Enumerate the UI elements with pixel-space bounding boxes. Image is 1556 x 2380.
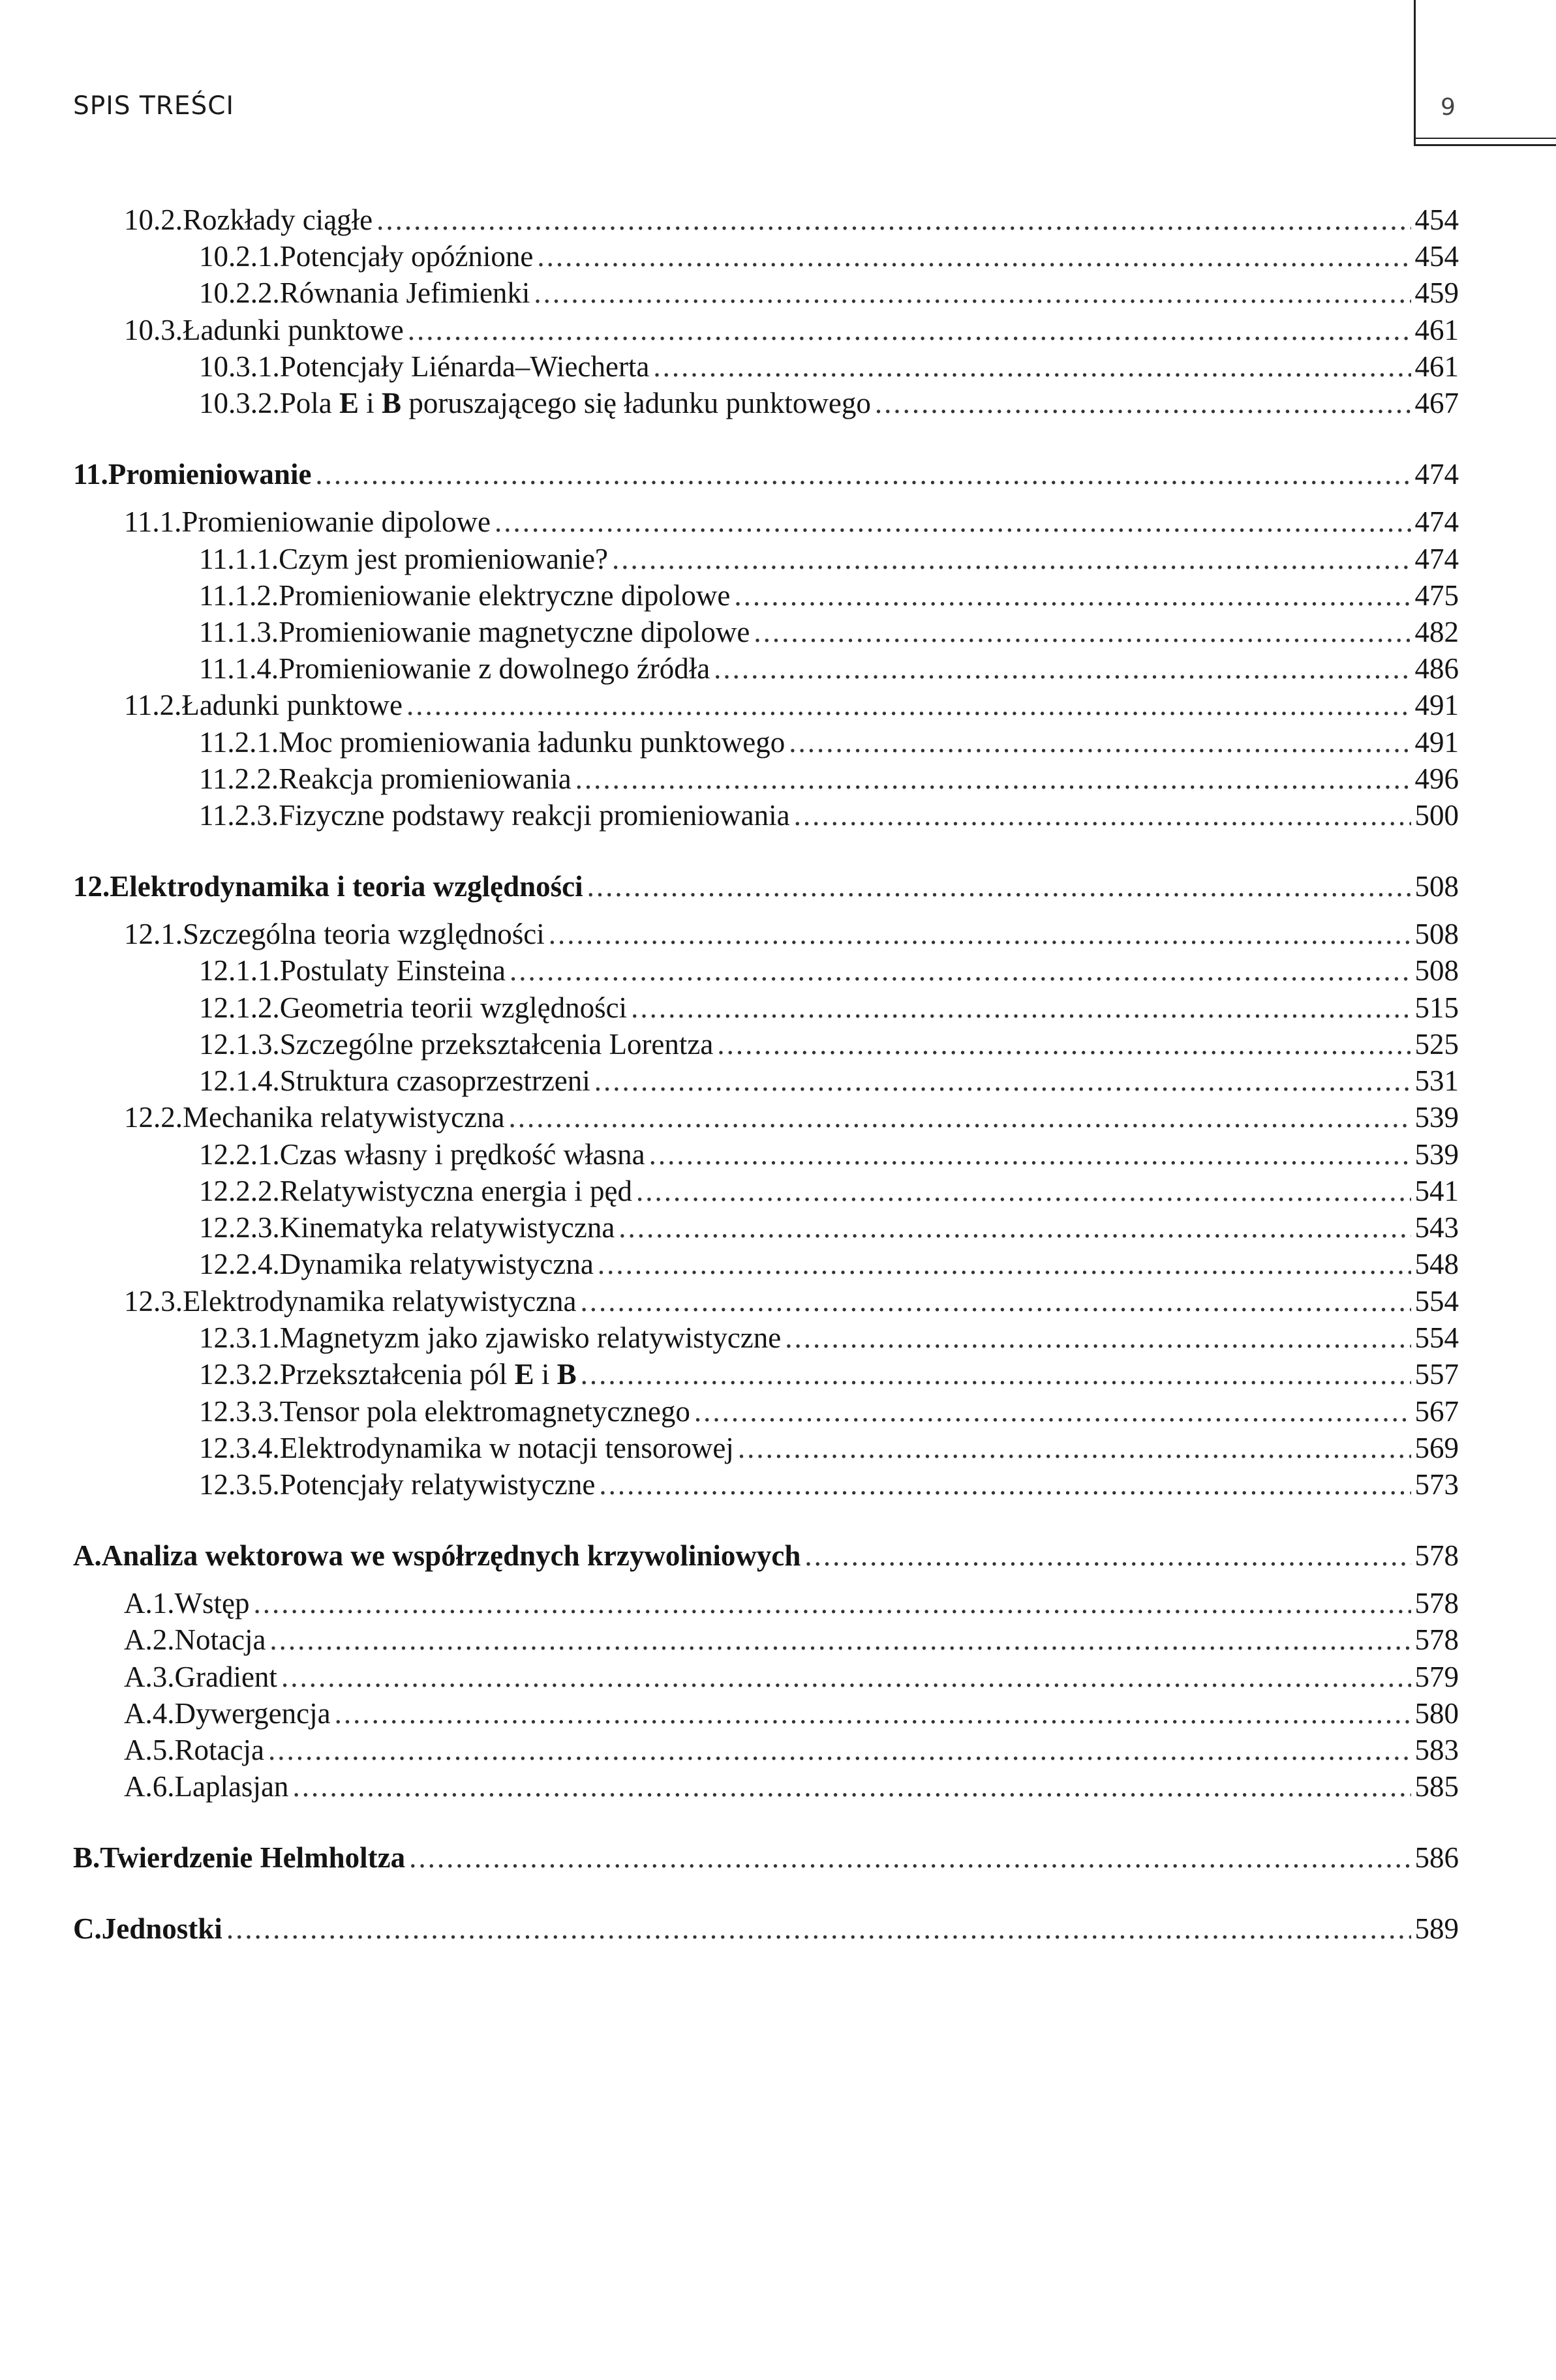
dot-leader [292, 1768, 1411, 1805]
entry-title: Potencjały Liénarda–Wiecherta [279, 350, 650, 383]
dot-leader [281, 1659, 1411, 1695]
entry-number: 12.2.4. [199, 1248, 280, 1280]
entry-title: Elektrodynamika relatywistyczna [183, 1285, 577, 1318]
toc-chapter[interactable] [73, 868, 1459, 905]
entry-page: 578 [1414, 1587, 1459, 1619]
entry-title: Relatywistyczna energia i pęd [279, 1175, 632, 1207]
entry-page: 486 [1414, 652, 1459, 685]
dot-leader [226, 1910, 1411, 1947]
entry-number: 11.1.1. [199, 543, 279, 575]
entry-title: Elektrodynamika w notacji tensorowej [279, 1432, 734, 1464]
dot-leader [612, 541, 1411, 577]
entry-page: 454 [1414, 240, 1459, 273]
dot-leader [804, 1537, 1411, 1574]
toc-entry[interactable] [199, 989, 1459, 1026]
toc-chapter[interactable] [73, 456, 1459, 492]
entry-number: 10.2. [124, 203, 183, 236]
entry-number: A.6. [124, 1770, 175, 1803]
entry-page: 567 [1414, 1395, 1459, 1428]
entry-page: 491 [1414, 726, 1459, 759]
toc-entry[interactable] [199, 1466, 1459, 1503]
entry-number: 12.1. [124, 918, 183, 950]
toc-entry[interactable] [124, 1283, 1459, 1319]
entry-page: 474 [1414, 458, 1459, 490]
entry-page: 525 [1414, 1028, 1459, 1061]
entry-title: Promieniowanie [108, 458, 312, 490]
entry-number: 10.2.1. [199, 240, 280, 273]
entry-page: 508 [1414, 954, 1459, 987]
dot-leader [268, 1732, 1411, 1768]
entry-title: Reakcja promieniowania [279, 762, 572, 795]
toc-entry[interactable] [199, 238, 1459, 275]
toc-entry[interactable] [199, 1062, 1459, 1099]
entry-number: 11.2.1. [199, 726, 279, 759]
entry-title: Postulaty Einsteina [279, 954, 506, 987]
entry-page: 539 [1414, 1101, 1459, 1134]
entry-number: 12.3.5. [199, 1468, 280, 1501]
entry-number: 12.1.2. [199, 991, 280, 1024]
entry-title: Dywergencja [174, 1697, 331, 1730]
dot-leader [534, 275, 1411, 311]
toc-entry[interactable] [124, 687, 1459, 723]
toc-entry[interactable] [124, 1768, 1459, 1805]
entry-title: Potencjały opóźnione [279, 240, 534, 273]
toc-entry[interactable] [124, 1695, 1459, 1732]
entry-page: 580 [1414, 1697, 1459, 1730]
dot-leader [581, 1283, 1411, 1319]
toc-entry[interactable] [199, 614, 1459, 650]
entry-title: Szczególna teoria względności [183, 918, 545, 950]
entry-page: 573 [1414, 1468, 1459, 1501]
entry-number: A.4. [124, 1697, 175, 1730]
toc-entry[interactable] [199, 348, 1459, 385]
toc-chapter[interactable] [73, 1910, 1459, 1947]
entry-page: 474 [1414, 543, 1459, 575]
entry-page: 508 [1414, 870, 1459, 903]
entry-title: Czas własny i prędkość własna [279, 1138, 645, 1171]
entry-title: Twierdzenie Helmholtza [100, 1841, 406, 1874]
entry-number: 12.2.3. [199, 1211, 280, 1244]
entry-page: 500 [1414, 799, 1459, 832]
entry-title: Pola E i B poruszającego się ładunku punktowego [279, 387, 871, 419]
entry-page: 585 [1414, 1770, 1459, 1803]
entry-page: 474 [1414, 505, 1459, 538]
dot-leader [754, 614, 1411, 650]
entry-page: 541 [1414, 1175, 1459, 1207]
dot-leader [618, 1209, 1411, 1246]
entry-number: 12.3.3. [199, 1395, 280, 1428]
entry-number: B. [73, 1841, 100, 1874]
entry-number: 12.1.3. [199, 1028, 280, 1061]
toc-entry[interactable] [199, 541, 1459, 577]
toc-entry[interactable] [124, 312, 1459, 348]
entry-page: 578 [1414, 1539, 1459, 1572]
entry-title: Tensor pola elektromagnetycznego [279, 1395, 690, 1428]
dot-leader [409, 1839, 1411, 1876]
entry-number: 11.1. [124, 505, 182, 538]
entry-page: 579 [1414, 1661, 1459, 1693]
entry-page: 454 [1414, 203, 1459, 236]
dot-leader [253, 1585, 1411, 1621]
toc-entry[interactable] [199, 724, 1459, 761]
dot-leader [636, 1173, 1411, 1209]
entry-page: 475 [1414, 579, 1459, 612]
entry-number: 11.2.3. [199, 799, 279, 832]
dot-leader [694, 1393, 1411, 1430]
entry-page: 548 [1414, 1248, 1459, 1280]
toc-entry[interactable] [124, 1621, 1459, 1658]
entry-page: 508 [1414, 918, 1459, 950]
entry-page: 554 [1414, 1285, 1459, 1318]
entry-number: A.5. [124, 1734, 175, 1766]
entry-number: 10.3. [124, 314, 183, 346]
dot-leader [315, 456, 1411, 492]
toc-entry[interactable] [199, 1356, 1459, 1393]
entry-page: 461 [1414, 350, 1459, 383]
toc-entry[interactable] [199, 650, 1459, 687]
toc-entry[interactable] [124, 1585, 1459, 1621]
dot-leader [714, 650, 1411, 687]
entry-title: Moc promieniowania ładunku punktowego [279, 726, 786, 759]
dot-leader [510, 952, 1411, 989]
entry-title: Magnetyzm jako zjawisko relatywistyczne [279, 1321, 782, 1354]
entry-number: 12.3.2. [199, 1358, 280, 1391]
entry-title: Jednostki [101, 1912, 222, 1945]
entry-number: A.1. [124, 1587, 175, 1619]
toc-entry[interactable] [199, 1209, 1459, 1246]
entry-title: Fizyczne podstawy reakcji promieniowania [279, 799, 790, 832]
entry-page: 578 [1414, 1623, 1459, 1656]
dot-leader [785, 1319, 1411, 1356]
toc-entry[interactable] [199, 1136, 1459, 1173]
dot-leader [269, 1621, 1411, 1658]
toc-entry[interactable] [199, 761, 1459, 797]
entry-number: 12.3. [124, 1285, 183, 1318]
entry-page: 583 [1414, 1734, 1459, 1766]
dot-leader [717, 1026, 1411, 1062]
entry-title: Elektrodynamika i teoria względności [110, 870, 583, 903]
entry-page: 515 [1414, 991, 1459, 1024]
dot-leader [649, 1136, 1411, 1173]
dot-leader [734, 577, 1411, 614]
dot-leader [789, 724, 1411, 761]
entry-title: Rotacja [174, 1734, 264, 1766]
toc-entry[interactable] [124, 504, 1459, 540]
entry-title: Geometria teorii względności [279, 991, 628, 1024]
toc-chapter[interactable] [73, 1839, 1459, 1876]
entry-number: A. [73, 1539, 102, 1572]
toc-entry[interactable] [124, 1099, 1459, 1136]
entry-page: 569 [1414, 1432, 1459, 1464]
dot-leader [495, 504, 1411, 540]
entry-title: Promieniowanie magnetyczne dipolowe [279, 616, 750, 648]
dot-leader [631, 989, 1411, 1026]
entry-page: 482 [1414, 616, 1459, 648]
entry-title: Równania Jefimienki [279, 277, 530, 309]
toc-entry[interactable] [199, 1430, 1459, 1466]
entry-number: 10.2.2. [199, 277, 280, 309]
entry-page: 543 [1414, 1211, 1459, 1244]
entry-page: 467 [1414, 387, 1459, 419]
entry-number: A.2. [124, 1623, 175, 1656]
entry-title: Ładunki punktowe [181, 689, 403, 721]
entry-page: 554 [1414, 1321, 1459, 1354]
toc-entry[interactable] [199, 577, 1459, 614]
dot-leader [335, 1695, 1411, 1732]
entry-title: Notacja [174, 1623, 266, 1656]
entry-title: Szczególne przekształcenia Lorentza [279, 1028, 714, 1061]
entry-number: C. [73, 1912, 102, 1945]
entry-title: Wstęp [174, 1587, 250, 1619]
entry-title: Potencjały relatywistyczne [279, 1468, 596, 1501]
entry-title: Promieniowanie z dowolnego źródła [279, 652, 710, 685]
entry-number: 10.3.2. [199, 387, 280, 419]
toc-entry[interactable] [199, 797, 1459, 834]
toc-entry[interactable] [124, 916, 1459, 952]
dot-leader [408, 312, 1411, 348]
entry-number: 12.2. [124, 1101, 183, 1134]
dot-leader [537, 238, 1411, 275]
toc-entry[interactable] [124, 1659, 1459, 1695]
dot-leader [594, 1062, 1411, 1099]
entry-number: 11.1.2. [199, 579, 279, 612]
entry-number: A.3. [124, 1661, 175, 1693]
toc-entry[interactable] [199, 385, 1459, 421]
dot-leader [599, 1466, 1411, 1503]
page-number: 9 [1441, 94, 1456, 121]
entry-page: 586 [1414, 1841, 1459, 1874]
entry-page: 589 [1414, 1912, 1459, 1945]
entry-title: Laplasjan [174, 1770, 289, 1803]
entry-page: 531 [1414, 1064, 1459, 1097]
toc-entry[interactable] [199, 952, 1459, 989]
dot-leader [376, 202, 1411, 238]
dot-leader [575, 761, 1411, 797]
toc-entry[interactable] [124, 202, 1459, 238]
entry-page: 496 [1414, 762, 1459, 795]
dot-leader [509, 1099, 1411, 1136]
dot-leader [794, 797, 1411, 834]
entry-title: Promieniowanie elektryczne dipolowe [279, 579, 731, 612]
toc-entry[interactable] [199, 1173, 1459, 1209]
toc-entry[interactable] [199, 1393, 1459, 1430]
entry-number: 12. [73, 870, 110, 903]
entry-page: 491 [1414, 689, 1459, 721]
dot-leader [738, 1430, 1411, 1466]
dot-leader [549, 916, 1411, 952]
entry-title: Analiza wektorowa we współrzędnych krzywoliniowych [101, 1539, 801, 1572]
entry-number: 12.2.1. [199, 1138, 280, 1171]
entry-number: 11. [73, 458, 108, 490]
entry-page: 539 [1414, 1138, 1459, 1171]
entry-number: 10.3.1. [199, 350, 280, 383]
entry-title: Rozkłady ciągłe [183, 203, 373, 236]
dot-leader [406, 687, 1411, 723]
entry-number: 11.2. [124, 689, 182, 721]
entry-title: Dynamika relatywistyczna [279, 1248, 594, 1280]
dot-leader [653, 348, 1411, 385]
dot-leader [598, 1246, 1411, 1282]
toc-entry[interactable] [124, 1732, 1459, 1768]
entry-title: Mechanika relatywistyczna [183, 1101, 505, 1134]
toc-entry[interactable] [199, 1026, 1459, 1062]
toc-chapter[interactable] [73, 1537, 1459, 1574]
entry-number: 11.1.4. [199, 652, 279, 685]
entry-number: 12.1.1. [199, 954, 280, 987]
toc-entry[interactable] [199, 1319, 1459, 1356]
toc-entry[interactable] [199, 275, 1459, 311]
entry-title: Gradient [174, 1661, 277, 1693]
entry-number: 12.3.1. [199, 1321, 280, 1354]
entry-title: Struktura czasoprzestrzeni [279, 1064, 590, 1097]
dot-leader [587, 868, 1411, 905]
entry-title: Przekształcenia pól E i B [279, 1358, 577, 1391]
entry-title: Kinematyka relatywistyczna [279, 1211, 615, 1244]
entry-number: 11.2.2. [199, 762, 279, 795]
entry-title: Promieniowanie dipolowe [181, 505, 491, 538]
entry-number: 12.2.2. [199, 1175, 280, 1207]
entry-title: Ładunki punktowe [183, 314, 404, 346]
entry-page: 461 [1414, 314, 1459, 346]
entry-page: 557 [1414, 1358, 1459, 1391]
dot-leader [581, 1356, 1411, 1393]
entry-number: 11.1.3. [199, 616, 279, 648]
dot-leader [875, 385, 1411, 421]
toc-entry[interactable] [199, 1246, 1459, 1282]
entry-page: 459 [1414, 277, 1459, 309]
entry-number: 12.1.4. [199, 1064, 280, 1097]
entry-number: 12.3.4. [199, 1432, 280, 1464]
entry-title: Czym jest promieniowanie? [279, 543, 608, 575]
running-header: SPIS TREŚCI [73, 91, 234, 121]
